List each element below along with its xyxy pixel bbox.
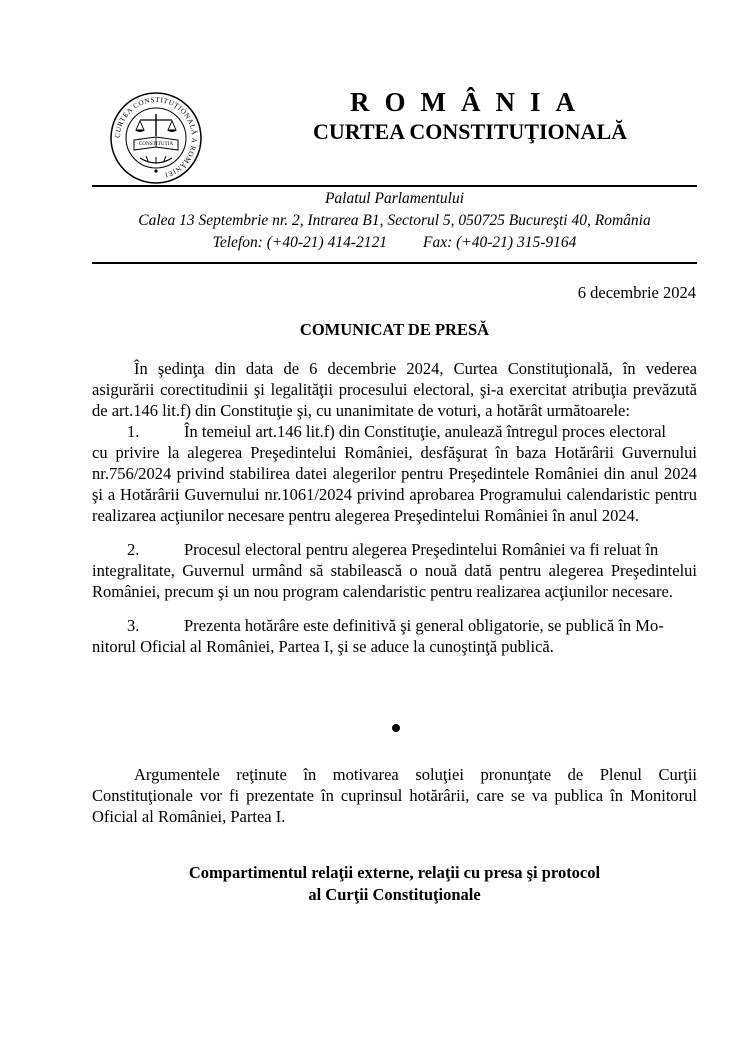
decision-item-2 <box>92 539 697 560</box>
phone-number: Telefon: (+40-21) 414-2121 <box>212 234 387 251</box>
institution-name: CURTEA CONSTITUŢIONALĂ <box>312 119 627 144</box>
address-block <box>92 188 697 254</box>
seal-book-label: CONSTITUȚIA <box>138 141 174 147</box>
document-body <box>92 358 697 657</box>
country-name: ROMÂNIA <box>350 87 590 117</box>
document-title: COMUNICAT DE PRESĂ <box>299 320 490 339</box>
argument-paragraph: Argumentele reţinute în motivarea soluţiei pronunţate de Plenul Curţii Constituţionale vor fi prezentate în cuprinsul hotărârii, care se va publica în Monitorul Oficial al României, Partea I. <box>92 765 697 826</box>
section-separator-dot <box>392 724 400 732</box>
court-seal-logo <box>110 92 202 184</box>
address-line-2: Calea 13 Septembrie nr. 2, Intrarea B1, Sectorul 5, 050725 Bucureşti 40, România <box>138 212 651 229</box>
item-number: 3. <box>127 616 140 635</box>
item-continuation: nitorul Oficial al României, Partea I, şi se aduce la cunoştinţă publică. <box>92 637 554 656</box>
seal-text: CURTEA CONSTITUȚIONALĂ A ROMÂNIEI <box>113 95 199 179</box>
item-continuation: integralitate, Guvernul urmând să stabilească o nouă dată pentru alegerea Preşedintelui României, precum şi un nou program calendaristic pentru realizarea acţiunilor necesare. <box>92 561 697 601</box>
fax-number: Fax: (+40-21) 315-9164 <box>422 234 577 251</box>
item-first-line: În temeiul art.146 lit.f) din Constituţie, anulează întregul proces electoral <box>184 422 667 441</box>
header-divider-bottom <box>92 262 697 264</box>
header-divider-top <box>92 185 697 187</box>
signature-line-2: al Curţii Constituţionale <box>308 885 481 904</box>
item-first-line: Prezenta hotărâre este definitivă şi general obligatorie, se publică în Mo- <box>184 616 664 635</box>
item-number: 2. <box>127 540 140 559</box>
document-date: 6 decembrie 2024 <box>577 283 696 302</box>
signature-block <box>92 862 697 906</box>
item-number: 1. <box>127 422 140 441</box>
contact-line <box>92 232 697 254</box>
item-continuation: cu privire la alegerea Preşedintelui României, desfăşurat în baza Hotărârii Guvernului nr.756/2024 privind stabilirea datei alegerilor pentru Preşedintele României din anul 2024 şi a Hotărârii Guvernului nr.1061/2024 privind aprobarea Programului calendaristic pentru realizarea acţiunilor necesare pentru alegerea Preşedintelui României în anul 2024. <box>92 443 697 525</box>
decision-item-1 <box>92 421 697 442</box>
decision-item-3 <box>92 615 697 636</box>
signature-line-1: Compartimentul relaţii externe, relaţii cu presa şi protocol <box>188 863 601 882</box>
intro-paragraph: În şedinţa din data de 6 decembrie 2024, Curtea Constituţională, în vederea asigurării corectitudinii şi legalităţii procesului electoral, şi-a exercitat atribuţia prevăzută de art.146 lit.f) din Constituţie şi, cu unanimitate de voturi, a hotărât următoarele: <box>92 359 697 420</box>
item-first-line: Procesul electoral pentru alegerea Preşedintelui României va fi reluat în <box>184 540 659 559</box>
address-line-1: Palatul Parlamentului <box>324 190 465 207</box>
